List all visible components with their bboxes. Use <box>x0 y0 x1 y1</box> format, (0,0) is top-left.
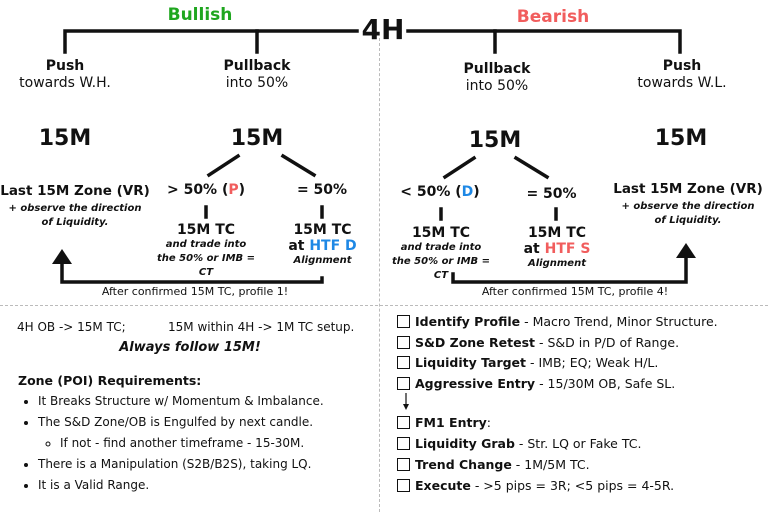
bear-15m-right: 15M <box>654 126 708 151</box>
checklist-bold: Identify Profile <box>415 314 521 329</box>
mid-line-a: 4H OB -> 15M TC; <box>17 320 126 334</box>
bear-last-zone-node <box>608 181 768 228</box>
checklist-item <box>397 478 674 494</box>
checklist-item <box>397 376 675 392</box>
checklist-rest: - Macro Trend, Minor Structure. <box>520 314 718 329</box>
bull-htf-d: HTF D <box>309 238 357 254</box>
bear-push-connector <box>495 31 680 52</box>
bear-push-node <box>622 58 742 92</box>
bear-diag-left <box>445 158 474 177</box>
checklist-item <box>397 415 491 431</box>
bear-alignment: Alignment <box>528 258 586 269</box>
bear-lt50-label <box>400 184 480 200</box>
checklist-bold: FM1 Entry <box>415 415 487 430</box>
checkbox[interactable] <box>397 377 410 390</box>
zone-requirements <box>18 370 373 496</box>
checkbox[interactable] <box>397 416 410 429</box>
bear-lt50-text: < 50% ( <box>400 184 462 200</box>
bull-last-zone: Last 15M Zone (VR) <box>0 183 150 199</box>
bear-footer: After confirmed 15M TC, profile 4! <box>481 285 669 298</box>
checklist-rest: - IMB; EQ; Weak H/L. <box>526 355 659 370</box>
bear-pullback-connector <box>408 31 495 52</box>
checklist-rest: - >5 pips = 3R; <5 pips = 4-5R. <box>470 478 675 493</box>
checklist-rest: - 1M/5M TC. <box>511 457 590 472</box>
horizontal-divider <box>0 305 768 306</box>
bull-tc-a-sub2: the 50% or IMB = CT <box>156 253 256 278</box>
bull-diag-left <box>209 156 238 175</box>
bullish-title: Bullish <box>167 5 233 25</box>
bear-tc-b-node <box>517 225 597 271</box>
bull-alignment: Alignment <box>293 255 352 266</box>
bear-observe: + observe the direction <box>621 201 755 212</box>
bull-footer: After confirmed 15M TC, profile 1! <box>101 285 289 298</box>
checklist-bold: Liquidity Grab <box>415 436 515 451</box>
bear-at: at <box>523 241 540 257</box>
bear-tc-a-sub1: and trade into <box>400 242 482 253</box>
zone-subitem: ◦ If not - find another timeframe - 15-30M. <box>60 433 373 454</box>
bull-push-connector <box>65 31 257 52</box>
bull-15m-left: 15M <box>38 126 92 151</box>
bull-gt50-label <box>165 182 247 198</box>
bull-push-sub: towards W.H. <box>19 75 111 91</box>
checklist-item <box>397 436 641 452</box>
always-follow: Always follow 15M! <box>119 340 261 355</box>
bear-push-sub: towards W.L. <box>637 75 727 91</box>
checklist-bold: S&D Zone Retest <box>415 335 535 350</box>
bear-arrowhead <box>676 243 696 258</box>
checklist-item <box>397 355 658 371</box>
bull-push-node <box>5 58 125 92</box>
bear-tc-a-node <box>385 225 497 283</box>
checklist-rest: : <box>486 415 491 430</box>
bear-last-zone: Last 15M Zone (VR) <box>613 181 763 197</box>
bull-gt50-close: ) <box>238 182 246 198</box>
bear-htf-s: HTF S <box>544 241 591 257</box>
zone-item: • It Breaks Structure w/ Momentum & Imbalance. <box>38 391 373 412</box>
zone-item: • There is a Manipulation (S2B/B2S), taking LQ. <box>38 454 373 475</box>
bull-tc-b-at-line <box>280 238 365 254</box>
zone-title: Zone (POI) Requirements: <box>18 373 202 388</box>
checklist-bold: Liquidity Target <box>415 355 527 370</box>
bull-arrowhead <box>52 249 72 264</box>
checkbox[interactable] <box>397 458 410 471</box>
zone-item: • It is a Valid Range. <box>38 475 373 496</box>
bull-tc-a-sub1: and trade into <box>165 239 247 250</box>
bull-pullback-node <box>197 58 317 92</box>
checklist-rest: - 15/30M OB, Safe SL. <box>535 376 676 391</box>
bear-of-liquidity: of Liquidity. <box>654 215 722 226</box>
checkbox[interactable] <box>397 437 410 450</box>
bear-tc-b: 15M TC <box>527 225 587 241</box>
premium-letter: P <box>228 182 239 198</box>
checklist-bold: Aggressive Entry <box>415 376 536 391</box>
checkbox[interactable] <box>397 315 410 328</box>
bull-tc-a: 15M TC <box>176 222 236 238</box>
timeframe-title: 4H <box>361 13 405 46</box>
checklist-item <box>397 335 679 351</box>
bull-eq50-label: = 50% <box>296 182 348 198</box>
bull-pullback-title: Pullback <box>223 58 291 74</box>
bear-tc-a-sub2: the 50% or IMB = CT <box>391 256 491 281</box>
vertical-divider <box>379 38 380 512</box>
checklist-item <box>397 314 718 330</box>
bear-pullback-title: Pullback <box>463 61 531 77</box>
bear-tc-b-at-line <box>517 241 597 257</box>
checkbox[interactable] <box>397 336 410 349</box>
mid-line-b: 15M within 4H -> 1M TC setup. <box>168 320 355 334</box>
bull-observe: + observe the direction <box>8 203 142 214</box>
bull-pullback-connector <box>257 31 357 52</box>
bull-15m-mid: 15M <box>230 126 284 151</box>
checklist-rest: - S&D in P/D of Range. <box>534 335 680 350</box>
bear-pullback-node <box>437 61 557 95</box>
bear-15m-mid: 15M <box>468 128 522 153</box>
checkbox[interactable] <box>397 479 410 492</box>
bull-push-title: Push <box>45 58 85 74</box>
bull-last-zone-node <box>0 183 150 230</box>
bull-at: at <box>288 238 305 254</box>
bull-tc-b: 15M TC <box>293 222 352 238</box>
bear-lt50-close: ) <box>473 184 480 200</box>
bear-diag-right <box>516 158 547 177</box>
checklist-bold: Trend Change <box>415 457 512 472</box>
bear-tc-a: 15M TC <box>411 225 471 241</box>
checkbox[interactable] <box>397 356 410 369</box>
bear-eq50-label: = 50% <box>526 186 577 202</box>
zone-item: • The S&D Zone/OB is Engulfed by next candle. <box>38 412 373 433</box>
bear-pullback-sub: into 50% <box>465 78 529 94</box>
down-arrow-icon <box>403 404 409 410</box>
checklist-rest: - Str. LQ or Fake TC. <box>514 436 642 451</box>
discount-letter: D <box>461 184 474 200</box>
bear-push-title: Push <box>662 58 702 74</box>
bull-gt50-text: > 50% ( <box>166 182 229 198</box>
bull-of-liquidity: of Liquidity. <box>41 217 109 228</box>
bull-tc-a-node <box>150 222 262 280</box>
bull-tc-b-node <box>280 222 365 268</box>
checklist-bold: Execute <box>415 478 471 493</box>
bull-pullback-sub: into 50% <box>225 75 289 91</box>
checklist-item <box>397 457 590 473</box>
bull-diag-right <box>283 156 314 175</box>
bearish-title: Bearish <box>516 7 590 27</box>
